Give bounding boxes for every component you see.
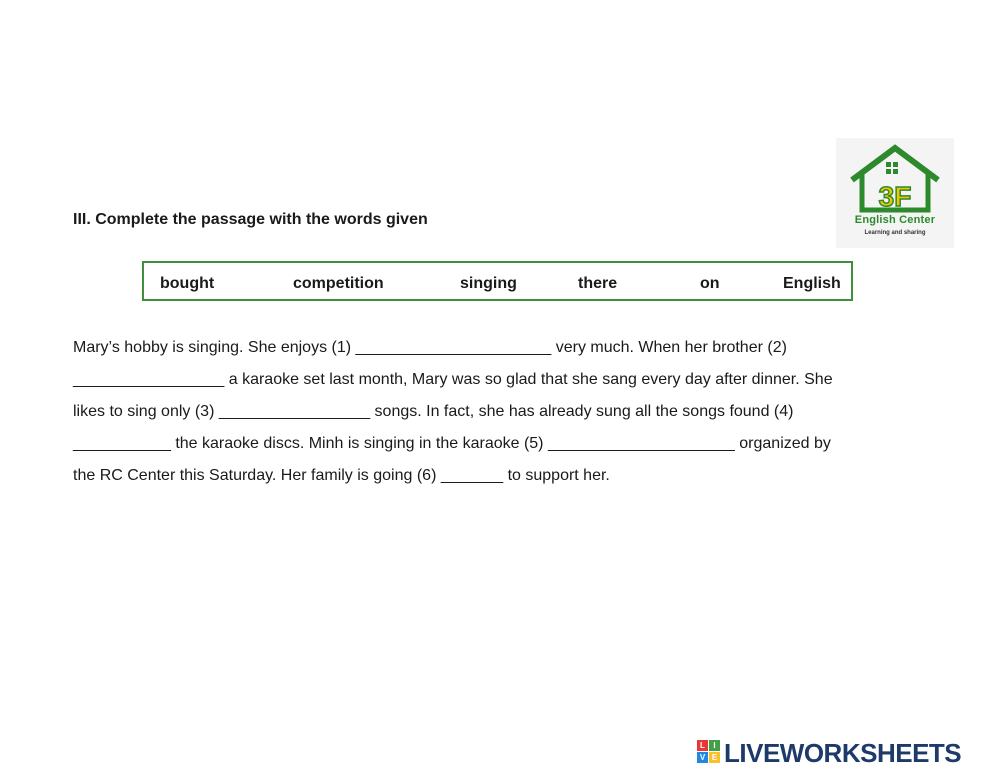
passage-line: _________________ a karaoke set last month, Mary was so glad that she sang every day after dinner. She [73,371,833,388]
icon-letter: L [697,740,708,751]
word-bank-item: English [783,275,841,292]
english-center-logo [836,138,954,248]
logo-brand: English Center [854,214,936,226]
word-bank-item: competition [293,275,384,292]
passage-line: ___________ the karaoke discs. Minh is singing in the karaoke (5) _____________________ organized by [73,435,831,452]
liveworksheets-icon [697,740,721,764]
icon-letter: I [709,740,720,751]
passage [73,336,943,496]
word-bank-item: on [700,275,720,292]
word-bank-item: bought [160,275,215,292]
house-logo-icon [846,144,944,216]
word-bank-item: singing [460,275,517,292]
word-bank [142,261,853,301]
liveworksheets-brand: LIVEWORKSHEETS [724,738,962,768]
logo-tagline: Learning and sharing [864,230,926,236]
section-heading: III. Complete the passage with the words given [73,211,428,228]
word-bank-item: there [578,275,618,292]
passage-line: likes to sing only (3) _________________ songs. In fact, she has already sung all the songs found (4) [73,403,794,420]
passage-line: Mary’s hobby is singing. She enjoys (1) ______________________ very much. When her brother (2) [73,339,787,356]
icon-letter: V [697,752,708,763]
icon-letter: E [709,752,720,763]
logo-mark: 3F [878,181,912,212]
passage-line: the RC Center this Saturday. Her family is going (6) _______ to support her. [73,467,610,484]
